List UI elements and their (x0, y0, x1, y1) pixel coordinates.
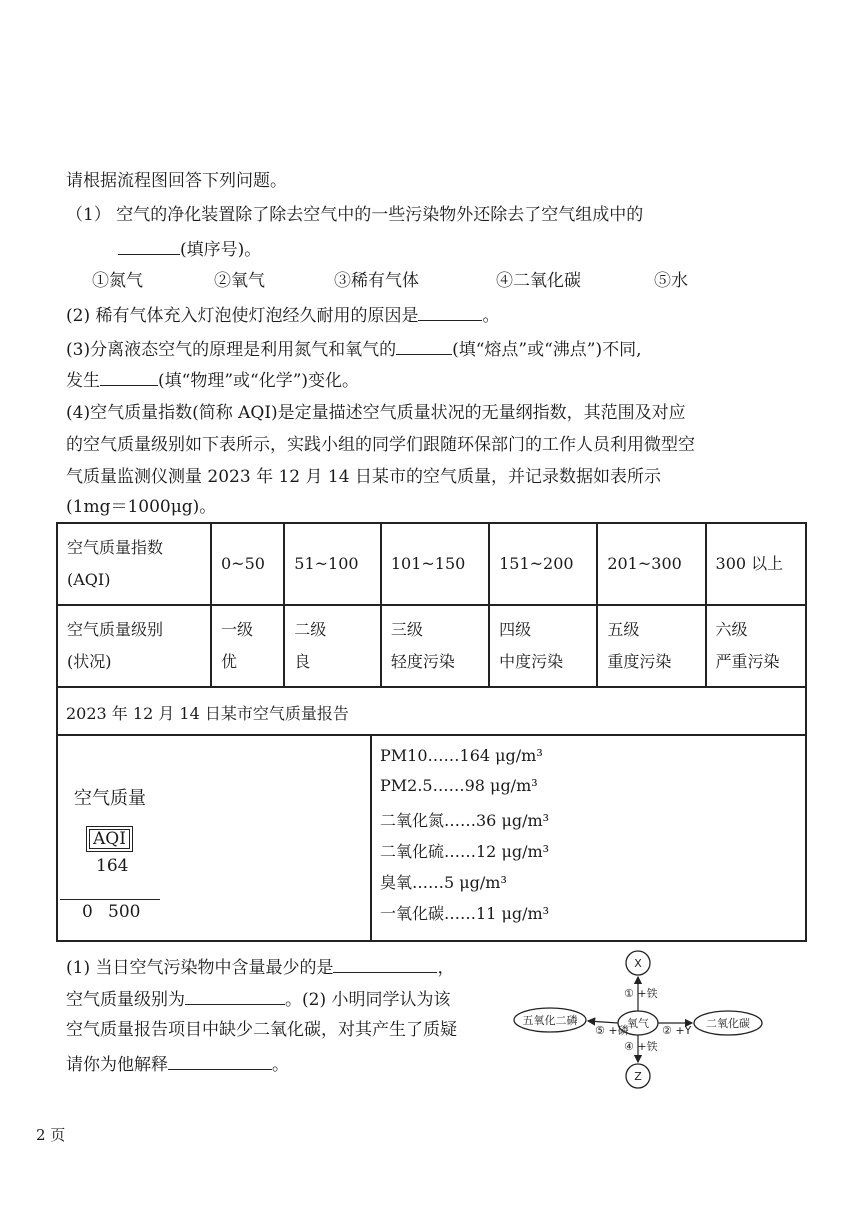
question-4-line1: (4)空气质量指数(简称 AQI)是定量描述空气质量状况的无量纲指数，其范围及对应 (66, 403, 686, 423)
pollutant-item: PM10……164 μg/m³ (380, 746, 543, 765)
aqi-scale-max: 500 (108, 902, 141, 922)
header-text: 空气质量级别 (67, 620, 164, 639)
grade: 六级 (715, 620, 748, 639)
pollutant-item: PM2.5……98 μg/m³ (380, 776, 538, 795)
question-2 (66, 305, 499, 325)
status: 良 (294, 652, 311, 671)
pollutant-item: 一氧化碳……11 μg/m³ (380, 904, 550, 923)
table-cell-level (284, 605, 381, 687)
pollutant-item: 二氧化硫……12 μg/m³ (380, 842, 550, 861)
table-row-levels (57, 605, 806, 687)
status: 优 (221, 652, 238, 671)
arrow-right-label: ② +Y (662, 1024, 692, 1037)
status: 中度污染 (499, 652, 564, 671)
option-3: ③稀有气体 (334, 271, 419, 291)
grade: 一级 (221, 620, 254, 639)
node-z-label: Z (634, 1070, 642, 1083)
node-oxygen-label: 氧气 (627, 1017, 649, 1030)
table-row-ranges (57, 523, 806, 605)
option-5: ⑤水 (654, 271, 688, 291)
aqi-label-box: AQI (86, 826, 133, 852)
intro-text: 请根据流程图回答下列问题。 (66, 171, 287, 191)
report-aqi-panel (58, 736, 372, 940)
node-co2-label: 二氧化碳 (706, 1017, 750, 1030)
question-3-text-a: (3)分离液态空气的原理是利用氮气和氧气的 (66, 340, 397, 360)
table-cell-range: 51~100 (284, 523, 381, 605)
header-sub: (AQI) (67, 570, 111, 589)
question-3-text-d: (填“物理”或“化学”)变化。 (158, 371, 360, 391)
aqi-scale-min: 0 (82, 902, 93, 922)
sub-question-line3: 空气质量报告项目中缺少二氧化碳，对其产生了质疑 (66, 1020, 457, 1040)
sub-text-a: 空气质量级别为 (66, 990, 185, 1010)
sub-text-b: 。(2) 小明同学认为该 (285, 990, 451, 1010)
sub-question-line4 (66, 1054, 289, 1074)
sub-text-d: 。 (272, 1055, 289, 1075)
air-quality-label: 空气质量 (74, 788, 146, 809)
question-3-line2 (66, 370, 359, 390)
question-2-end: 。 (482, 306, 500, 326)
table-header-level (57, 605, 211, 687)
sub-text-c: 请你为他解释 (66, 1055, 168, 1075)
table-header-aqi (57, 523, 211, 605)
aqi-value: 164 (96, 856, 129, 876)
question-1-line2 (118, 239, 261, 259)
pollutant-item: 二氧化氮……36 μg/m³ (380, 811, 550, 830)
question-3-line1 (66, 339, 642, 359)
answer-blank[interactable] (396, 339, 452, 355)
table-cell-range: 0~50 (211, 523, 284, 605)
table-cell-range: 201~300 (597, 523, 705, 605)
reaction-diagram (510, 946, 780, 1092)
answer-blank[interactable] (118, 239, 180, 255)
table-cell-level (706, 605, 806, 687)
grade: 五级 (607, 620, 640, 639)
table-cell-range: 101~150 (381, 523, 489, 605)
arrow-top-label: ① +铁 (624, 987, 658, 1000)
sub-question-1: (1) 当日空气污染物中含量最少的是 ， (66, 958, 455, 978)
answer-blank[interactable] (100, 370, 158, 386)
question-3-text-b: (填“熔点”或“沸点”)不同, (452, 340, 642, 360)
grade: 四级 (499, 620, 532, 639)
answer-blank[interactable] (185, 989, 285, 1005)
question-4-line3: 气质量监测仪测量 2023 年 12 月 14 日某市的空气质量，并记录数据如表所示 (66, 467, 661, 487)
question-2-text: (2) 稀有气体充入灯泡使灯泡经久耐用的原因是 (66, 306, 419, 326)
report-title: 2023 年 12 月 14 日某市空气质量报告 (58, 686, 805, 736)
status: 严重污染 (715, 652, 780, 671)
table-cell-level (211, 605, 284, 687)
pollutant-item: 臭氧……5 μg/m³ (380, 873, 507, 892)
question-4-line4: (1mg＝1000μg)。 (66, 497, 217, 517)
question-3-text-c: 发生 (66, 371, 100, 391)
sub-question-1-text: (1) 当日空气污染物中含量最少的是 (66, 958, 334, 978)
status: 重度污染 (607, 652, 672, 671)
header-text: 空气质量指数 (67, 538, 164, 557)
question-1-suffix: (填序号)。 (180, 240, 262, 260)
sub-question-line2 (66, 989, 450, 1009)
question-1-options (92, 273, 688, 290)
grade: 三级 (390, 620, 423, 639)
answer-blank[interactable] (333, 957, 437, 973)
header-sub: (状况) (67, 652, 112, 671)
aqi-scale-line (60, 899, 160, 900)
table-cell-level (381, 605, 489, 687)
option-2: ②氧气 (214, 271, 265, 291)
node-p2o5-label: 五氧化二磷 (522, 1014, 578, 1027)
option-1: ①氮气 (92, 271, 143, 291)
pollutant-list (372, 736, 805, 940)
option-4: ④二氧化碳 (496, 271, 581, 291)
air-quality-report (56, 686, 807, 942)
table-cell-level (489, 605, 597, 687)
table-cell-level (597, 605, 705, 687)
answer-blank[interactable] (168, 1054, 272, 1070)
aqi-table (56, 522, 807, 688)
page-number: 2 页 (36, 1126, 66, 1144)
node-x-label: X (634, 957, 642, 970)
table-cell-range: 151~200 (489, 523, 597, 605)
question-1-line1: （1） 空气的净化装置除了除去空气中的一些污染物外还除去了空气组成中的 (66, 205, 644, 225)
table-cell-range: 300 以上 (706, 523, 806, 605)
arrow-left (588, 1021, 618, 1023)
grade: 二级 (294, 620, 327, 639)
arrow-left-label: ⑤ +磷 (595, 1024, 629, 1037)
answer-blank[interactable] (418, 305, 482, 321)
arrow-bottom-label: ④ +铁 (624, 1040, 658, 1053)
question-4-line2: 的空气质量级别如下表所示，实践小组的同学们跟随环保部门的工作人员利用微型空 (66, 435, 695, 455)
status: 轻度污染 (390, 652, 455, 671)
